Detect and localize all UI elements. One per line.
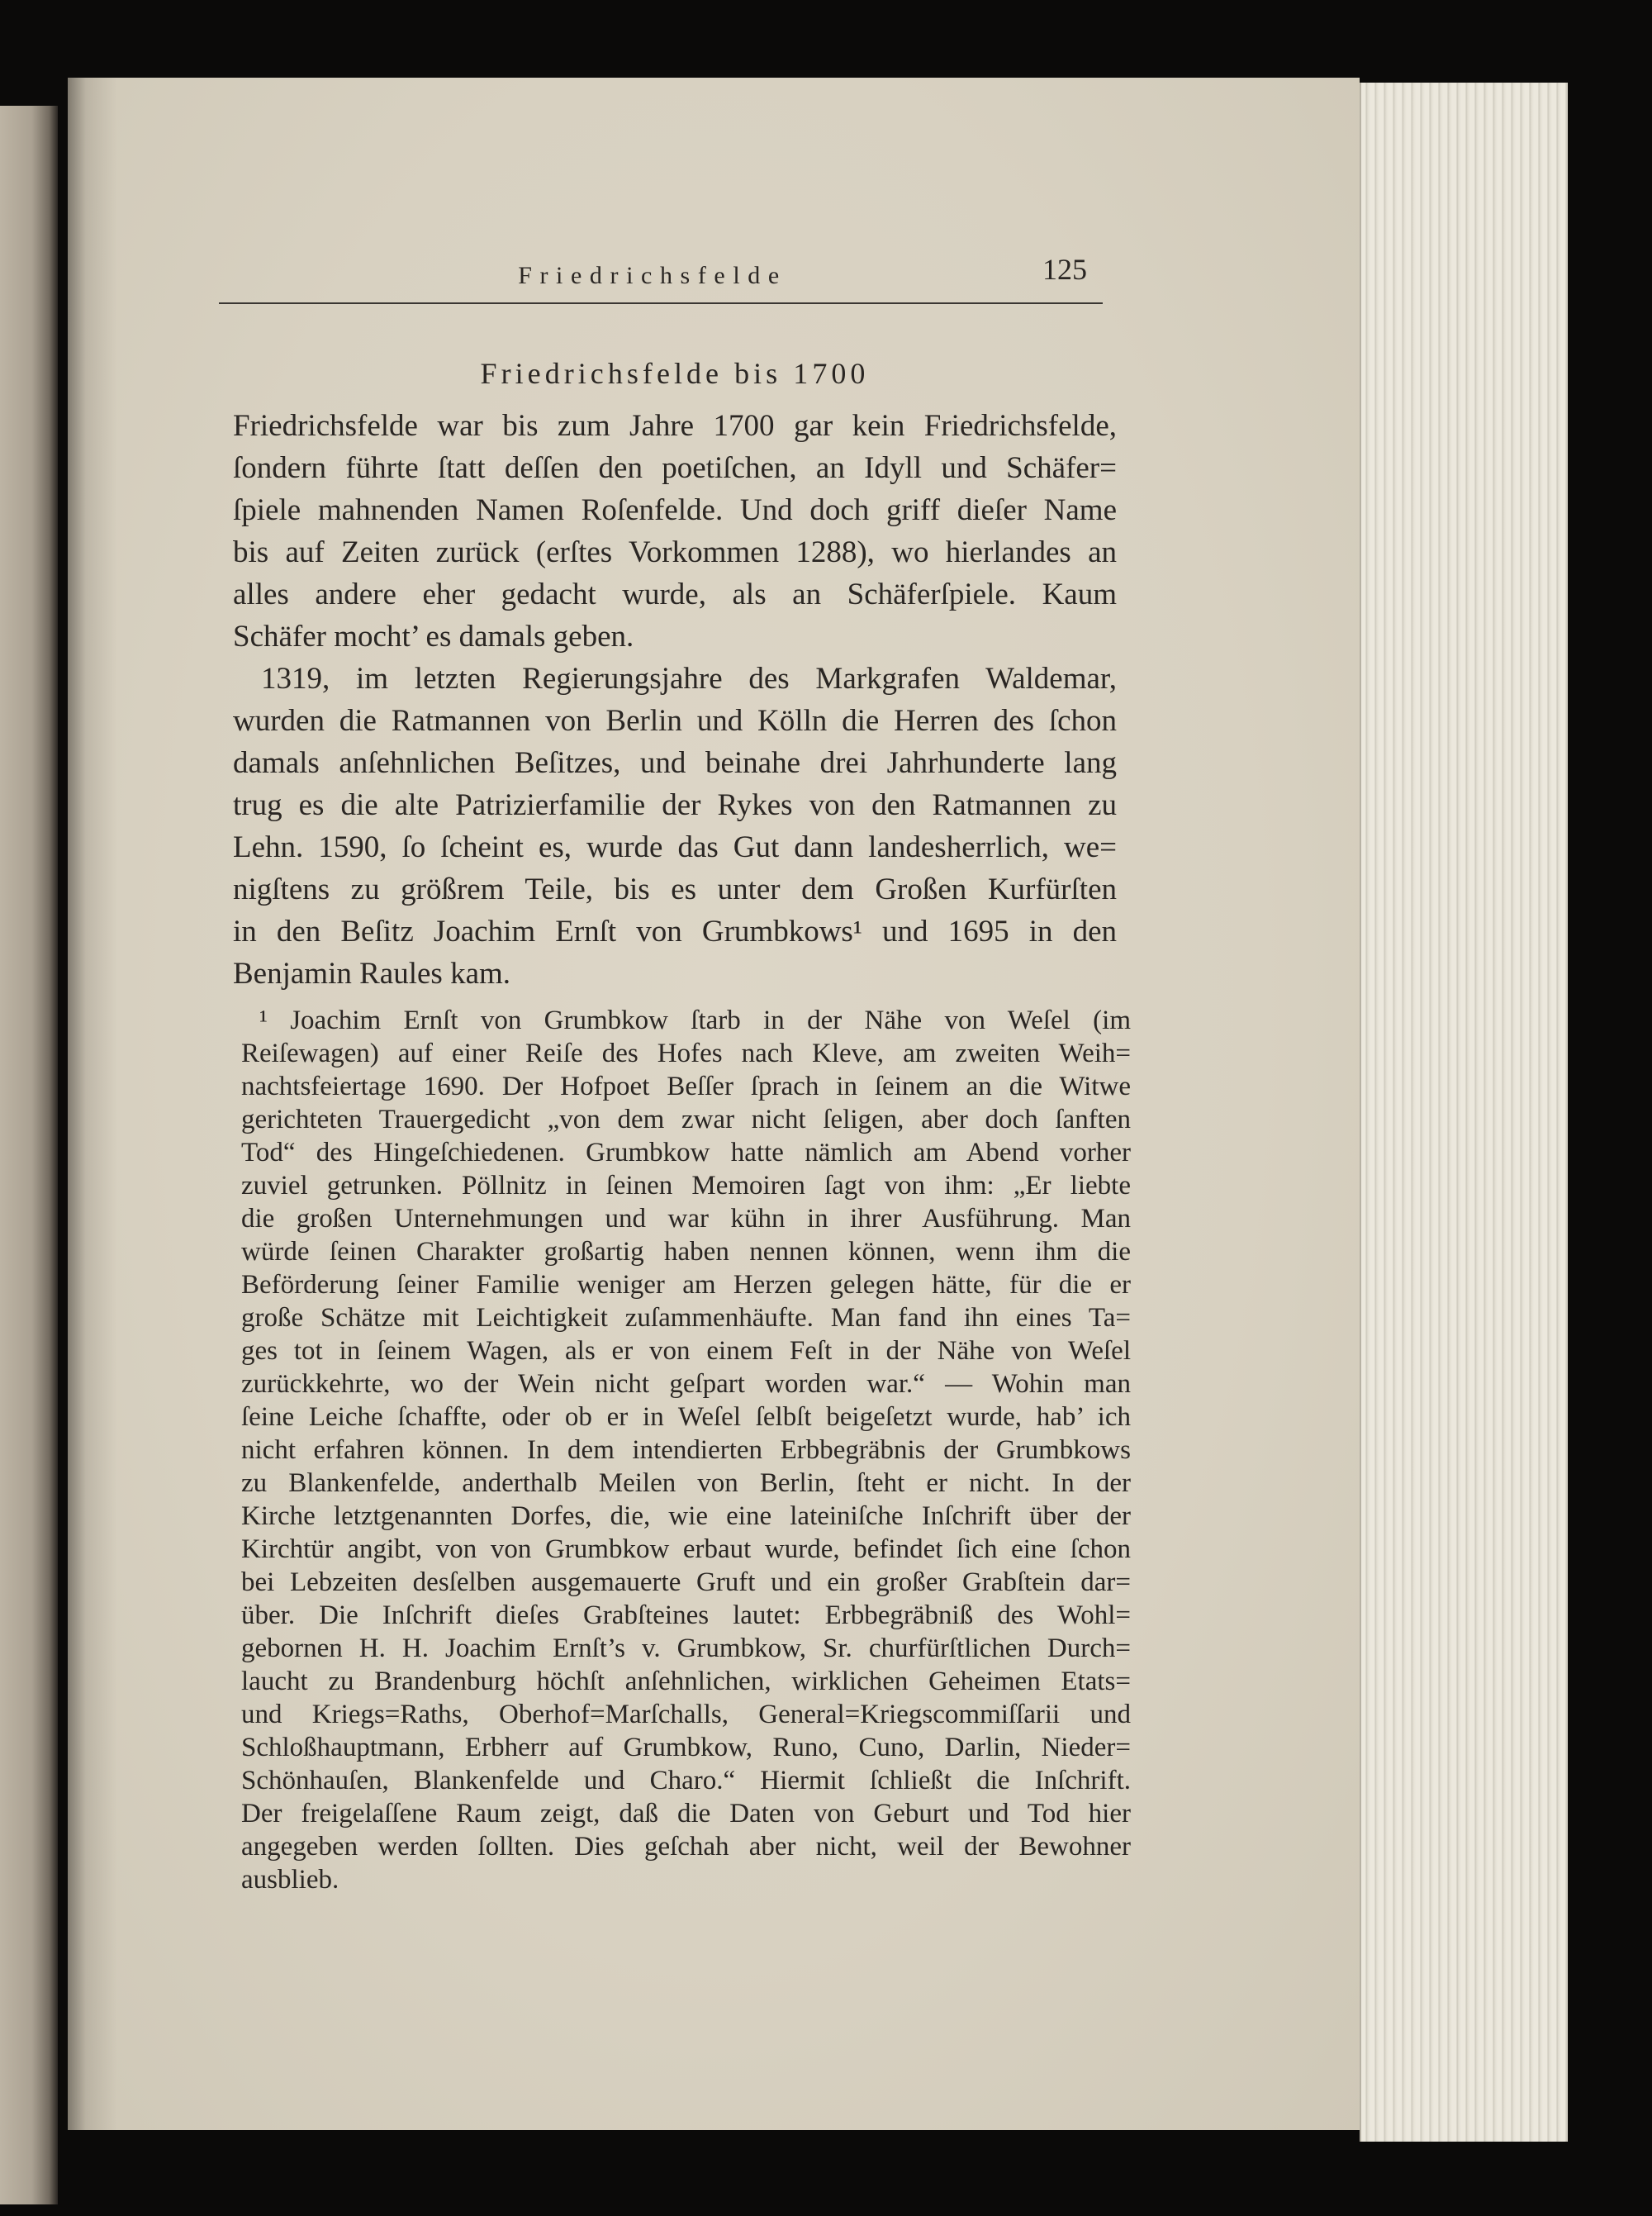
footnote-line: Reiſewagen) auf einer Reiſe des Hofes nach Kleve, am zweiten Weih= [241,1039,1131,1068]
footnote-line: Kirchtür angibt, von von Grumbkow erbaut wurde, befindet ſich eine ſchon [241,1534,1131,1564]
book-page [68,78,1360,2130]
footnote-line: Tod“ des Hingeſchiedenen. Grumbkow hatte nämlich am Abend vorher [241,1138,1131,1167]
paragraph [233,405,1117,658]
footnote-line: würde ſeinen Charakter großartig haben nennen können, wenn ihm die [241,1237,1131,1267]
footnote-line: Kirche letztgenannten Dorfes, die, wie eine lateiniſche Inſchrift über der [241,1501,1131,1531]
body-line: Benjamin Raules kam. [233,957,511,991]
footnote-line: gebornen H. H. Joachim Ernſt’s v. Grumbkow, Sr. churfürſtlichen Durch= [241,1633,1131,1663]
body-line: damals anſehnlichen Beſitzes, und beinahe drei Jahrhunderte lang [233,746,1117,780]
footnote-line: angegeben werden ſollten. Dies geſchah aber nicht, weil der Bewohner [241,1832,1131,1862]
footnote [241,1004,1131,1896]
footnote-line: laucht zu Brandenburg höchſt anſehnlichen, wirklichen Geheimen Etats= [241,1667,1131,1696]
footnote-line: ges tot in ſeinem Wagen, als er von einem Feſt in der Nähe von Weſel [241,1336,1131,1366]
body-text [233,405,1117,995]
header-rule [219,302,1103,304]
footnote-line: Der freigelaſſene Raum zeigt, daß die Daten von Geburt und Tod hier [241,1799,1131,1828]
footnote-line: ¹ Joachim Ernſt von Grumbkow ſtarb in der Nähe von Weſel (im [259,1006,1131,1035]
footnote-line: große Schätze mit Leichtigkeit zuſammenhäufte. Man fand ihn eines Ta= [241,1303,1131,1333]
footnote-line: über. Die Inſchrift dieſes Grabſteines lautet: Erbbegräbniß des Wohl= [241,1600,1131,1630]
footnote-line: gerichteten Trauergedicht „von dem zwar nicht ſeligen, aber doch ſanften [241,1105,1131,1134]
footnote-line: nicht erfahren können. In dem intendierten Erbbegräbnis der Grumbkows [241,1435,1131,1465]
body-line: Lehn. 1590, ſo ſcheint es, wurde das Gut dann landesherrlich, we= [233,830,1117,864]
body-line: wurden die Ratmannen von Berlin und Kölln die Herren des ſchon [233,704,1117,738]
footnote-line: und Kriegs=Raths, Oberhof=Marſchalls, General=Kriegscommiſſarii und [241,1700,1131,1729]
body-line: ſpiele mahnenden Namen Roſenfelde. Und doch griff dieſer Name [233,493,1117,527]
page-number: 125 [1042,253,1087,286]
body-line: Schäfer mocht’ es damals geben. [233,620,634,654]
footnote-line: zu Blankenfelde, anderthalb Meilen von Berlin, ſteht er nicht. In der [241,1468,1131,1498]
body-line: ſondern führte ſtatt deſſen den poetiſchen, an Idyll und Schäfer= [233,451,1117,485]
footnote-line: zuviel getrunken. Pöllnitz in ſeinen Memoiren ſagt von ihm: „Er liebte [241,1171,1131,1201]
footnote-line: nachtsfeiertage 1690. Der Hofpoet Beſſer ſprach in ſeinem an die Witwe [241,1072,1131,1101]
section-title: Friedrichsfelde bis 1700 [480,357,870,390]
body-line: alles andere eher gedacht wurde, als an Schäferſpiele. Kaum [233,578,1117,611]
page-block-edges [1360,83,1568,2142]
paragraph [233,658,1117,995]
footnote-line: ausblieb. [241,1865,339,1895]
footnote-line: bei Lebzeiten desſelben ausgemauerte Gruft und ein großer Grabſtein dar= [241,1567,1131,1597]
body-line: Friedrichsfelde war bis zum Jahre 1700 gar kein Friedrichsfelde, [233,409,1117,443]
footnote-line: die großen Unternehmungen und war kühn in ihrer Ausführung. Man [241,1204,1131,1234]
footnote-line: zurückkehrte, wo der Wein nicht geſpart worden war.“ — Wohin man [241,1369,1131,1399]
footnote-line: Schönhauſen, Blankenfelde und Charo.“ Hiermit ſchließt die Inſchrift. [241,1766,1131,1795]
footnote-line: ſeine Leiche ſchaffte, oder ob er in Weſel ſelbſt beigeſetzt wurde, hab’ ich [241,1402,1131,1432]
running-head: Friedrichsfelde [518,262,787,289]
body-line: trug es die alte Patrizierfamilie der Rykes von den Ratmannen zu [233,788,1117,822]
body-line: 1319, im letzten Regierungsjahre des Markgrafen Waldemar, [261,662,1117,696]
facing-page-edge [0,106,58,2204]
body-line: nigſtens zu größrem Teile, bis es unter dem Großen Kurfürſten [233,873,1117,906]
footnote-line: Beförderung ſeiner Familie weniger am Herzen gelegen hätte, für die er [241,1270,1131,1300]
body-line: in den Beſitz Joachim Ernſt von Grumbkows¹ und 1695 in den [233,915,1117,949]
footnote-line: Schloßhauptmann, Erbherr auf Grumbkow, Runo, Cuno, Darlin, Nieder= [241,1733,1131,1762]
body-line: bis auf Zeiten zurück (erſtes Vorkommen 1288), wo hierlandes an [233,535,1117,569]
